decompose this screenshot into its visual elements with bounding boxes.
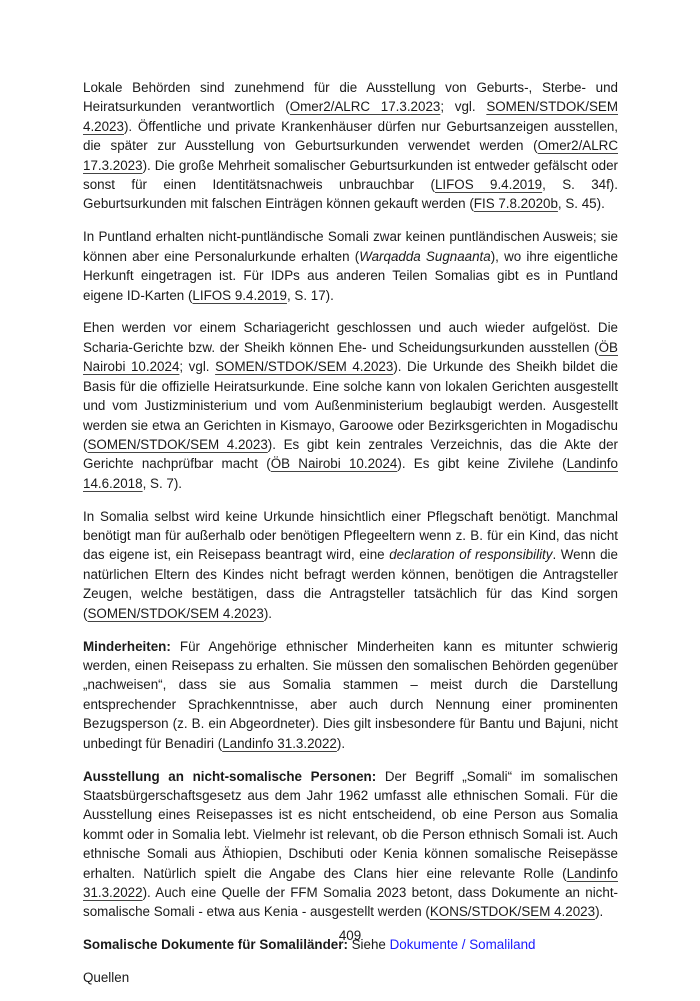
citation-link[interactable]: Omer2/ALRC 17.3.2023 (289, 99, 441, 115)
italic-term: declaration of responsibility (389, 547, 553, 563)
citation-link[interactable]: SOMEN/STDOK/SEM 4.2023 (87, 605, 264, 621)
body-text: ). (595, 904, 604, 920)
paragraph (83, 318, 618, 493)
citation-link[interactable]: SOMEN/STDOK/SEM 4.2023 (215, 359, 394, 375)
body-text: ). Die große Mehrheit somalischer Geburtsurkunden ist entweder gefälscht oder sonst für einen Identitätsnachweis unbrauchbar ( (83, 157, 618, 193)
body-text: ). Öffentliche und private Krankenhäuser dürfen nur Geburtsanzeigen ausstellen, die später zur Ausstellung von Geburtsurkunden verwendet werden ( (83, 118, 618, 154)
body-text: ). (263, 605, 273, 621)
section-label: Minderheiten: (83, 638, 171, 654)
body-text: In Somalia selbst wird keine Urkunde hinsichtlich einer Pflegschaft benötigt. Manchmal benötigt man für außerhalb oder benötigen Pflegeeltern wenn z. B. für ein Kind, das nicht das eigene ist, ein Reisepass beantragt wird, eine (83, 508, 618, 563)
document-body (83, 78, 618, 1001)
body-text: Für Angehörige ethnischer Minderheiten kann es mitunter schwierig werden, einen Reisepass zu erhalten. Sie müssen den somalischen Behörden gegenüber „nachweisen“, dass sie aus Somalia stammen – meist durch die Darstellung entsprechender Sprachkenntnisse, aber auch durch Nennung einer prominenten Bezugsperson (z. B. ein Abgeordneter). Dies gilt insbesondere für Bantu und Bajuni, nicht unbedingt für Benadiri ( (83, 638, 618, 751)
citation-link[interactable]: Omer2/ALRC 17.3.2023 (83, 138, 618, 173)
cross-reference-link[interactable]: Dokumente / Somaliland (389, 937, 536, 953)
paragraph (83, 767, 618, 922)
paragraph (83, 227, 618, 305)
body-text: . Wenn die natürlichen Eltern des Kindes nicht befragt werden können, benötigen die Antragsteller Zeugen, welche bestätigen, dass die Antragsteller tatsächlich für das Kind sorgen ( (83, 547, 618, 621)
paragraph (83, 637, 618, 753)
body-text: Quellen (83, 970, 130, 986)
body-text: Der Begriff „Somali“ im somalischen Staatsbürgerschaftsgesetz aus dem Jahr 1962 umfasst alle ethnischen Somali. Für die Ausstellung eines Reisepasses ist es nicht entscheidend, ob eine Person aus Somalia kommt oder in Somalia lebt. Vielmehr ist relevant, ob die Person ethnisch Somali ist. Auch ethnische Somali aus Äthiopien, Dschibuti oder Kenia können somalische Reisepässe erhalten. Natürlich spielt die Angabe des Clans hier eine relevante Rolle ( (83, 768, 618, 881)
body-text: ; vgl. (179, 359, 216, 375)
citation-link[interactable]: Landinfo 31.3.2022 (83, 865, 618, 900)
citation-link[interactable]: SOMEN/STDOK/SEM 4.2023 (83, 99, 619, 134)
paragraph (83, 507, 618, 623)
body-text: Siehe (347, 937, 390, 953)
body-text: ; vgl. (440, 99, 487, 115)
body-text: ). Es gibt kein zentrales Verzeichnis, das die Akte der Gerichte nachprüfbar macht ( (83, 436, 619, 472)
citation-link[interactable]: LIFOS 9.4.2019 (434, 177, 543, 193)
body-text: , S. 17). (286, 287, 334, 303)
body-text: ). Es gibt keine Zivilehe ( (397, 456, 567, 472)
italic-term: Warqadda Sugnaanta (359, 248, 491, 264)
body-text: ). Die Urkunde des Sheikh bildet die Basis für die offizielle Heiratsurkunde. Eine solche kann von lokalen Gerichten ausgestellt und vom Justizministerium und vom Außenministerium beglaubigt werden. Ausgestellt werden sie etwa an Gerichten in Kismayo, Garoowe oder Bezirksgerichten in Mogadischu ( (83, 359, 619, 452)
body-text: Lokale Behörden sind zunehmend für die Ausstellung von Geburts-, Sterbe- und Heiratsurkunden verantwortlich ( (83, 80, 618, 115)
body-text: ). Auch eine Quelle der FFM Somalia 2023 betont, dass Dokumente an nicht-somalische Somali - etwa aus Kenia - ausgestellt werden ( (83, 884, 618, 920)
section-label: Somalische Dokumente für Somaliländer: (83, 937, 348, 953)
citation-link[interactable]: ÖB Nairobi 10.2024 (83, 339, 618, 375)
body-text: , S. 34f). Geburtsurkunden mit falschen Einträgen können gekauft werden ( (83, 177, 618, 212)
citation-link[interactable]: Landinfo 14.6.2018 (83, 456, 618, 491)
body-text: , S. 45). (557, 196, 605, 212)
body-text: , S. 7). (142, 475, 183, 491)
citation-link[interactable]: LIFOS 9.4.2019 (192, 287, 287, 303)
body-text: ), wo ihre eigentliche Herkunft eingetragen ist. Für IDPs aus anderen Teilen Somalias gibt es in Puntland eigene ID-Karten ( (83, 248, 618, 303)
citation-link[interactable]: ÖB Nairobi 10.2024 (270, 456, 398, 472)
citation-link[interactable]: FIS 7.8.2020b (473, 196, 558, 212)
paragraph (83, 968, 618, 987)
citation-link[interactable]: KONS/STDOK/SEM 4.2023 (429, 904, 596, 920)
section-label: Ausstellung an nicht-somalische Personen: (83, 768, 377, 784)
body-text: Ehen werden vor einem Schariagericht geschlossen und auch wieder aufgelöst. Die Scharia-Gerichte bzw. der Sheikh können Ehe- und Scheidungsurkunden ausstellen ( (83, 320, 618, 355)
paragraph (83, 78, 618, 214)
page-number: 409 (338, 928, 362, 943)
body-text: In Puntland erhalten nicht-puntländische Somali zwar keinen puntländischen Ausweis; sie können aber eine Personalurkunde erhalten ( (83, 229, 618, 264)
citation-link[interactable]: SOMEN/STDOK/SEM 4.2023 (87, 436, 268, 452)
body-text: ). (336, 735, 346, 751)
citation-link[interactable]: Landinfo 31.3.2022 (222, 735, 337, 751)
